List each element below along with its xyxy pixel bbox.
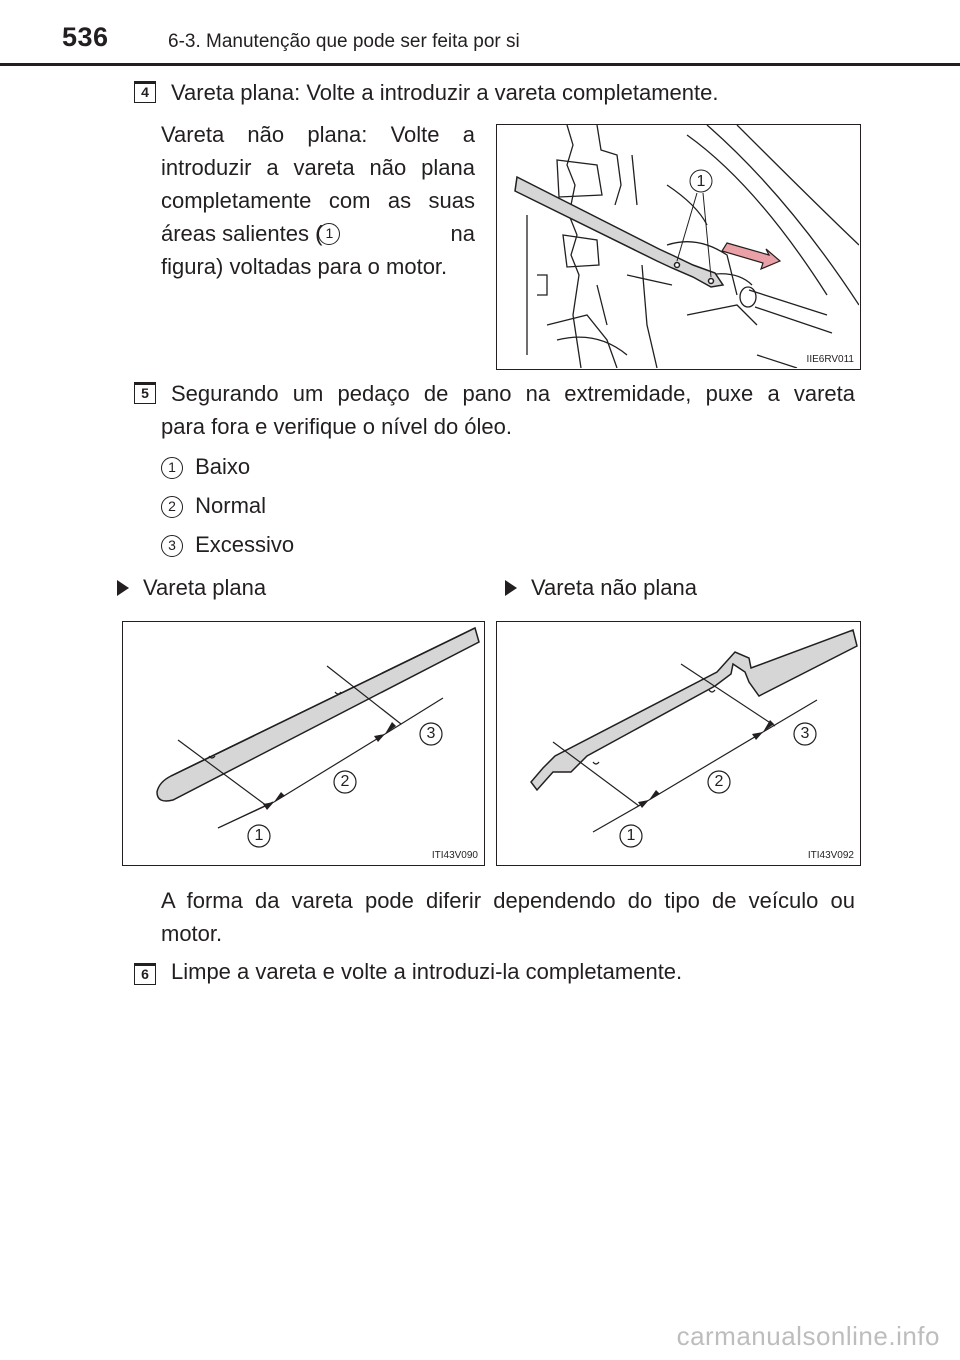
shape-note-line-1: A forma da vareta pode diferir dependendo do tipo de veículo ou [161, 888, 855, 913]
watermark: carmanualsonline.info [676, 1321, 940, 1351]
legend-item-3 [161, 528, 294, 561]
legend-num-2: 2 [161, 496, 183, 518]
legend-num-3: 3 [161, 535, 183, 557]
step4-line1: Vareta plana: Volte a introduzir a vareta completamente. [171, 80, 719, 105]
step4-para-line-1: Vareta não plana: Volte a [161, 122, 475, 147]
flat-callout-3: 3 [426, 725, 436, 742]
step5-text [171, 377, 855, 410]
figure-dipstick-engine [496, 124, 861, 370]
step4-line4-end: na [450, 221, 475, 246]
step6-text: Limpe a vareta e volte a introduzi-la completamente. [171, 959, 683, 984]
flat-figure-code: ITI43V090 [431, 850, 478, 861]
triangle-bullet-icon [505, 580, 517, 596]
legend-item-2 [161, 489, 266, 522]
step4-para-line-3: completamente com as suas [161, 188, 475, 213]
step-badge-5: 5 [134, 382, 156, 404]
nonflat-callout-2: 2 [714, 773, 724, 790]
nonflat-callout-3: 3 [800, 725, 810, 742]
legend-label-1: Baixo [195, 454, 251, 479]
figure1-code: IIE6RV011 [806, 354, 854, 365]
shape-note-line-2: motor. [161, 921, 223, 946]
figure1-callout-1: 1 [696, 173, 706, 190]
step4-para-line-2: introduzir a vareta não plana [161, 155, 475, 180]
step-badge-6: 6 [134, 963, 156, 985]
step4-line4-start: áreas salientes ( [161, 221, 323, 246]
nonflat-callout-1: 1 [626, 827, 636, 844]
nonflat-dipstick-heading: Vareta não plana [531, 575, 697, 600]
flat-callout-2: 2 [340, 773, 350, 790]
flat-dipstick-heading: Vareta plana [143, 575, 267, 600]
nonflat-figure-code: ITI43V092 [807, 850, 854, 861]
legend-num-1: 1 [161, 457, 183, 479]
step4-para-line-4 [161, 217, 475, 250]
page-number: 536 [62, 22, 109, 52]
legend-item-1 [161, 450, 250, 483]
step-badge-4: 4 [134, 81, 156, 103]
flat-callout-1: 1 [254, 827, 264, 844]
step5-text-line-1: Segurando um pedaço de pano na extremidade, puxe a vareta [171, 381, 855, 406]
legend-label-3: Excessivo [195, 532, 295, 557]
shape-note [161, 884, 855, 950]
figure-nonflat-dipstick [496, 621, 861, 866]
step4-paragraph [161, 118, 475, 283]
triangle-bullet-icon [117, 580, 129, 596]
legend-label-2: Normal [195, 493, 267, 518]
step5-text-line-2: para fora e verifique o nível do óleo. [161, 414, 513, 439]
step4-inline-callout: 1 [318, 223, 340, 245]
flat-dipstick-illustration [123, 622, 483, 864]
engine-illustration [497, 125, 859, 368]
header-rule [0, 63, 960, 66]
figure-flat-dipstick [122, 621, 485, 866]
step4-para-line-5: figura) voltadas para o motor. [161, 254, 448, 279]
nonflat-dipstick-illustration [497, 622, 859, 864]
section-title: 6-3. Manutenção que pode ser feita por si [168, 31, 520, 52]
